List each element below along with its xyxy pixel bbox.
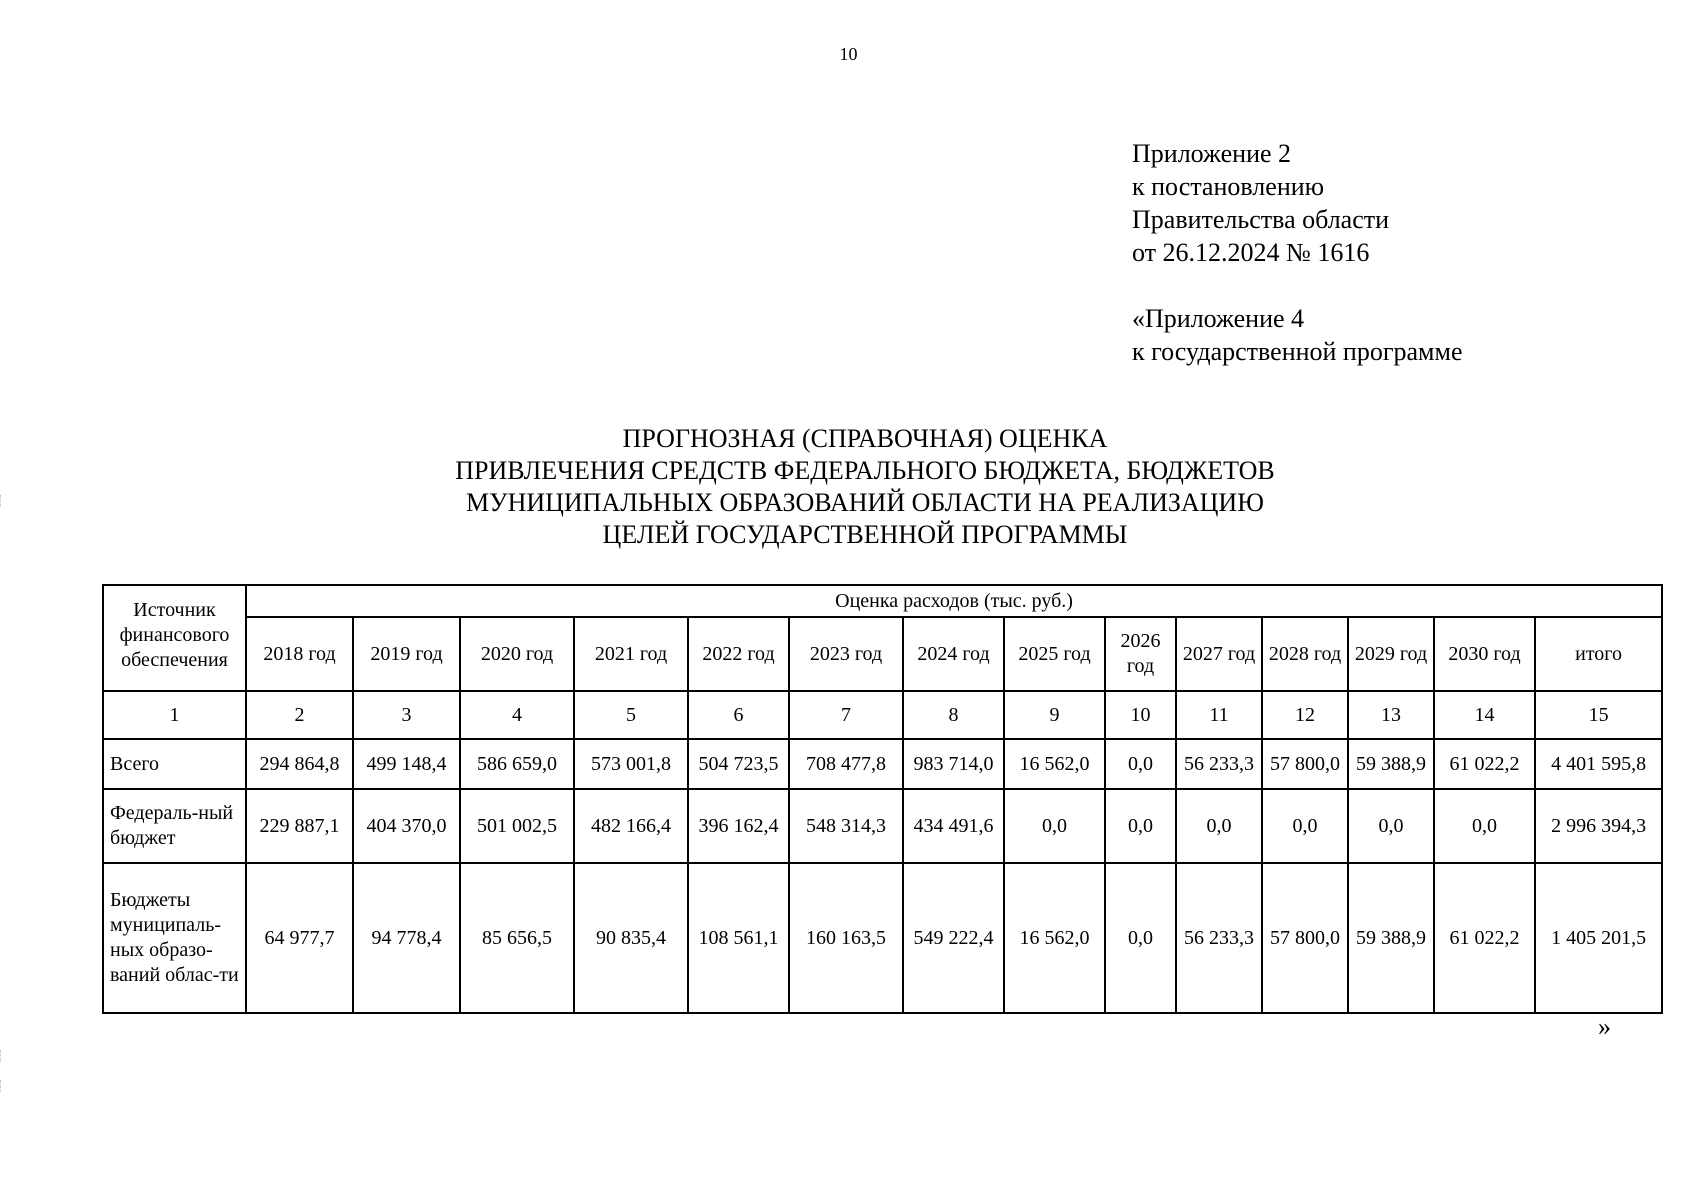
column-number: 4 [460, 691, 574, 739]
year-header: 2024 год [903, 617, 1004, 691]
table-cell: 0,0 [1105, 739, 1176, 789]
year-header-row [103, 617, 1662, 691]
row-label: Федераль-ный бюджет [103, 789, 246, 863]
year-header: 2029 год [1348, 617, 1434, 691]
appendix-line: Приложение 2 [1132, 139, 1292, 168]
group-header: Оценка расходов (тыс. руб.) [246, 585, 1662, 617]
table-cell: 160 163,5 [789, 863, 903, 1013]
year-header: 2028 год [1262, 617, 1348, 691]
table-cell: 2 996 394,3 [1535, 789, 1662, 863]
appendix-line: от 26.12.2024 № 1616 [1132, 238, 1370, 267]
year-header: 2021 год [574, 617, 688, 691]
table-cell: 504 723,5 [688, 739, 789, 789]
table-cell: 573 001,8 [574, 739, 688, 789]
table-cell: 16 562,0 [1004, 739, 1105, 789]
column-number: 3 [353, 691, 460, 739]
year-header: 2026 год [1105, 617, 1176, 691]
scan-edge-mark [0, 1080, 4, 1092]
table-cell: 61 022,2 [1434, 863, 1535, 1013]
table-cell: 4 401 595,8 [1535, 739, 1662, 789]
table-cell: 396 162,4 [688, 789, 789, 863]
appendix-line: «Приложение 4 [1132, 304, 1305, 333]
page-number: 10 [839, 44, 858, 64]
document-title [0, 423, 1697, 551]
source-header: Источник финансового обеспечения [103, 585, 246, 691]
title-line: МУНИЦИПАЛЬНЫХ ОБРАЗОВАНИЙ ОБЛАСТИ НА РЕАЛИЗАЦИЮ [466, 488, 1264, 517]
table-cell: 499 148,4 [353, 739, 460, 789]
table-cell: 90 835,4 [574, 863, 688, 1013]
table-row [103, 789, 1662, 863]
year-header: 2023 год [789, 617, 903, 691]
table-row [103, 739, 1662, 789]
appendix-block [1132, 137, 1463, 368]
column-number: 13 [1348, 691, 1434, 739]
table-cell: 1 405 201,5 [1535, 863, 1662, 1013]
table-cell: 57 800,0 [1262, 739, 1348, 789]
appendix-line: к государственной программе [1132, 337, 1463, 366]
table-cell: 549 222,4 [903, 863, 1004, 1013]
column-number: 10 [1105, 691, 1176, 739]
table-cell: 501 002,5 [460, 789, 574, 863]
column-number-row [103, 691, 1662, 739]
table-cell: 294 864,8 [246, 739, 353, 789]
table-cell: 482 166,4 [574, 789, 688, 863]
column-number: 9 [1004, 691, 1105, 739]
table-cell: 56 233,3 [1176, 863, 1262, 1013]
table-row [103, 863, 1662, 1013]
column-number: 7 [789, 691, 903, 739]
title-line: ПРОГНОЗНАЯ (СПРАВОЧНАЯ) ОЦЕНКА [622, 424, 1108, 453]
table-cell: 0,0 [1004, 789, 1105, 863]
year-header: 2025 год [1004, 617, 1105, 691]
table-cell: 983 714,0 [903, 739, 1004, 789]
table-cell: 0,0 [1105, 789, 1176, 863]
table-cell: 59 388,9 [1348, 739, 1434, 789]
table-cell: 108 561,1 [688, 863, 789, 1013]
column-number: 8 [903, 691, 1004, 739]
table-header-row [103, 585, 1662, 617]
column-number: 5 [574, 691, 688, 739]
table-cell: 85 656,5 [460, 863, 574, 1013]
table-cell: 61 022,2 [1434, 739, 1535, 789]
year-header: итого [1535, 617, 1662, 691]
table-cell: 434 491,6 [903, 789, 1004, 863]
year-header: 2020 год [460, 617, 574, 691]
table-cell: 59 388,9 [1348, 863, 1434, 1013]
table-cell: 16 562,0 [1004, 863, 1105, 1013]
table-cell: 548 314,3 [789, 789, 903, 863]
table-cell: 0,0 [1105, 863, 1176, 1013]
year-header: 2027 год [1176, 617, 1262, 691]
table-cell: 0,0 [1262, 789, 1348, 863]
appendix-line: Правительства области [1132, 205, 1390, 234]
year-header: 2019 год [353, 617, 460, 691]
table-cell: 229 887,1 [246, 789, 353, 863]
column-number: 1 [103, 691, 246, 739]
year-header: 2022 год [688, 617, 789, 691]
table-cell: 56 233,3 [1176, 739, 1262, 789]
appendix-gap [1132, 269, 1463, 302]
table-cell: 64 977,7 [246, 863, 353, 1013]
column-number: 6 [688, 691, 789, 739]
title-line: ЦЕЛЕЙ ГОСУДАРСТВЕННОЙ ПРОГРАММЫ [602, 520, 1128, 549]
scan-edge-mark [0, 495, 4, 507]
table-cell: 0,0 [1434, 789, 1535, 863]
table-cell: 708 477,8 [789, 739, 903, 789]
table-cell: 586 659,0 [460, 739, 574, 789]
column-number: 12 [1262, 691, 1348, 739]
appendix-line: к постановлению [1132, 172, 1325, 201]
column-number: 14 [1434, 691, 1535, 739]
closing-quote: » [1598, 1012, 1611, 1041]
table-cell: 94 778,4 [353, 863, 460, 1013]
table-cell: 0,0 [1348, 789, 1434, 863]
scan-edge-mark [0, 1050, 4, 1062]
year-header: 2018 год [246, 617, 353, 691]
table-cell: 404 370,0 [353, 789, 460, 863]
title-line: ПРИВЛЕЧЕНИЯ СРЕДСТВ ФЕДЕРАЛЬНОГО БЮДЖЕТА, БЮДЖЕТОВ [455, 456, 1275, 485]
row-label: Бюджеты муниципаль-ных образо-ваний облас-ти [103, 863, 246, 1013]
column-number: 11 [1176, 691, 1262, 739]
year-header: 2030 год [1434, 617, 1535, 691]
row-label: Всего [103, 739, 246, 789]
column-number: 2 [246, 691, 353, 739]
table-cell: 0,0 [1176, 789, 1262, 863]
table-cell: 57 800,0 [1262, 863, 1348, 1013]
column-number: 15 [1535, 691, 1662, 739]
budget-table [102, 584, 1663, 1014]
